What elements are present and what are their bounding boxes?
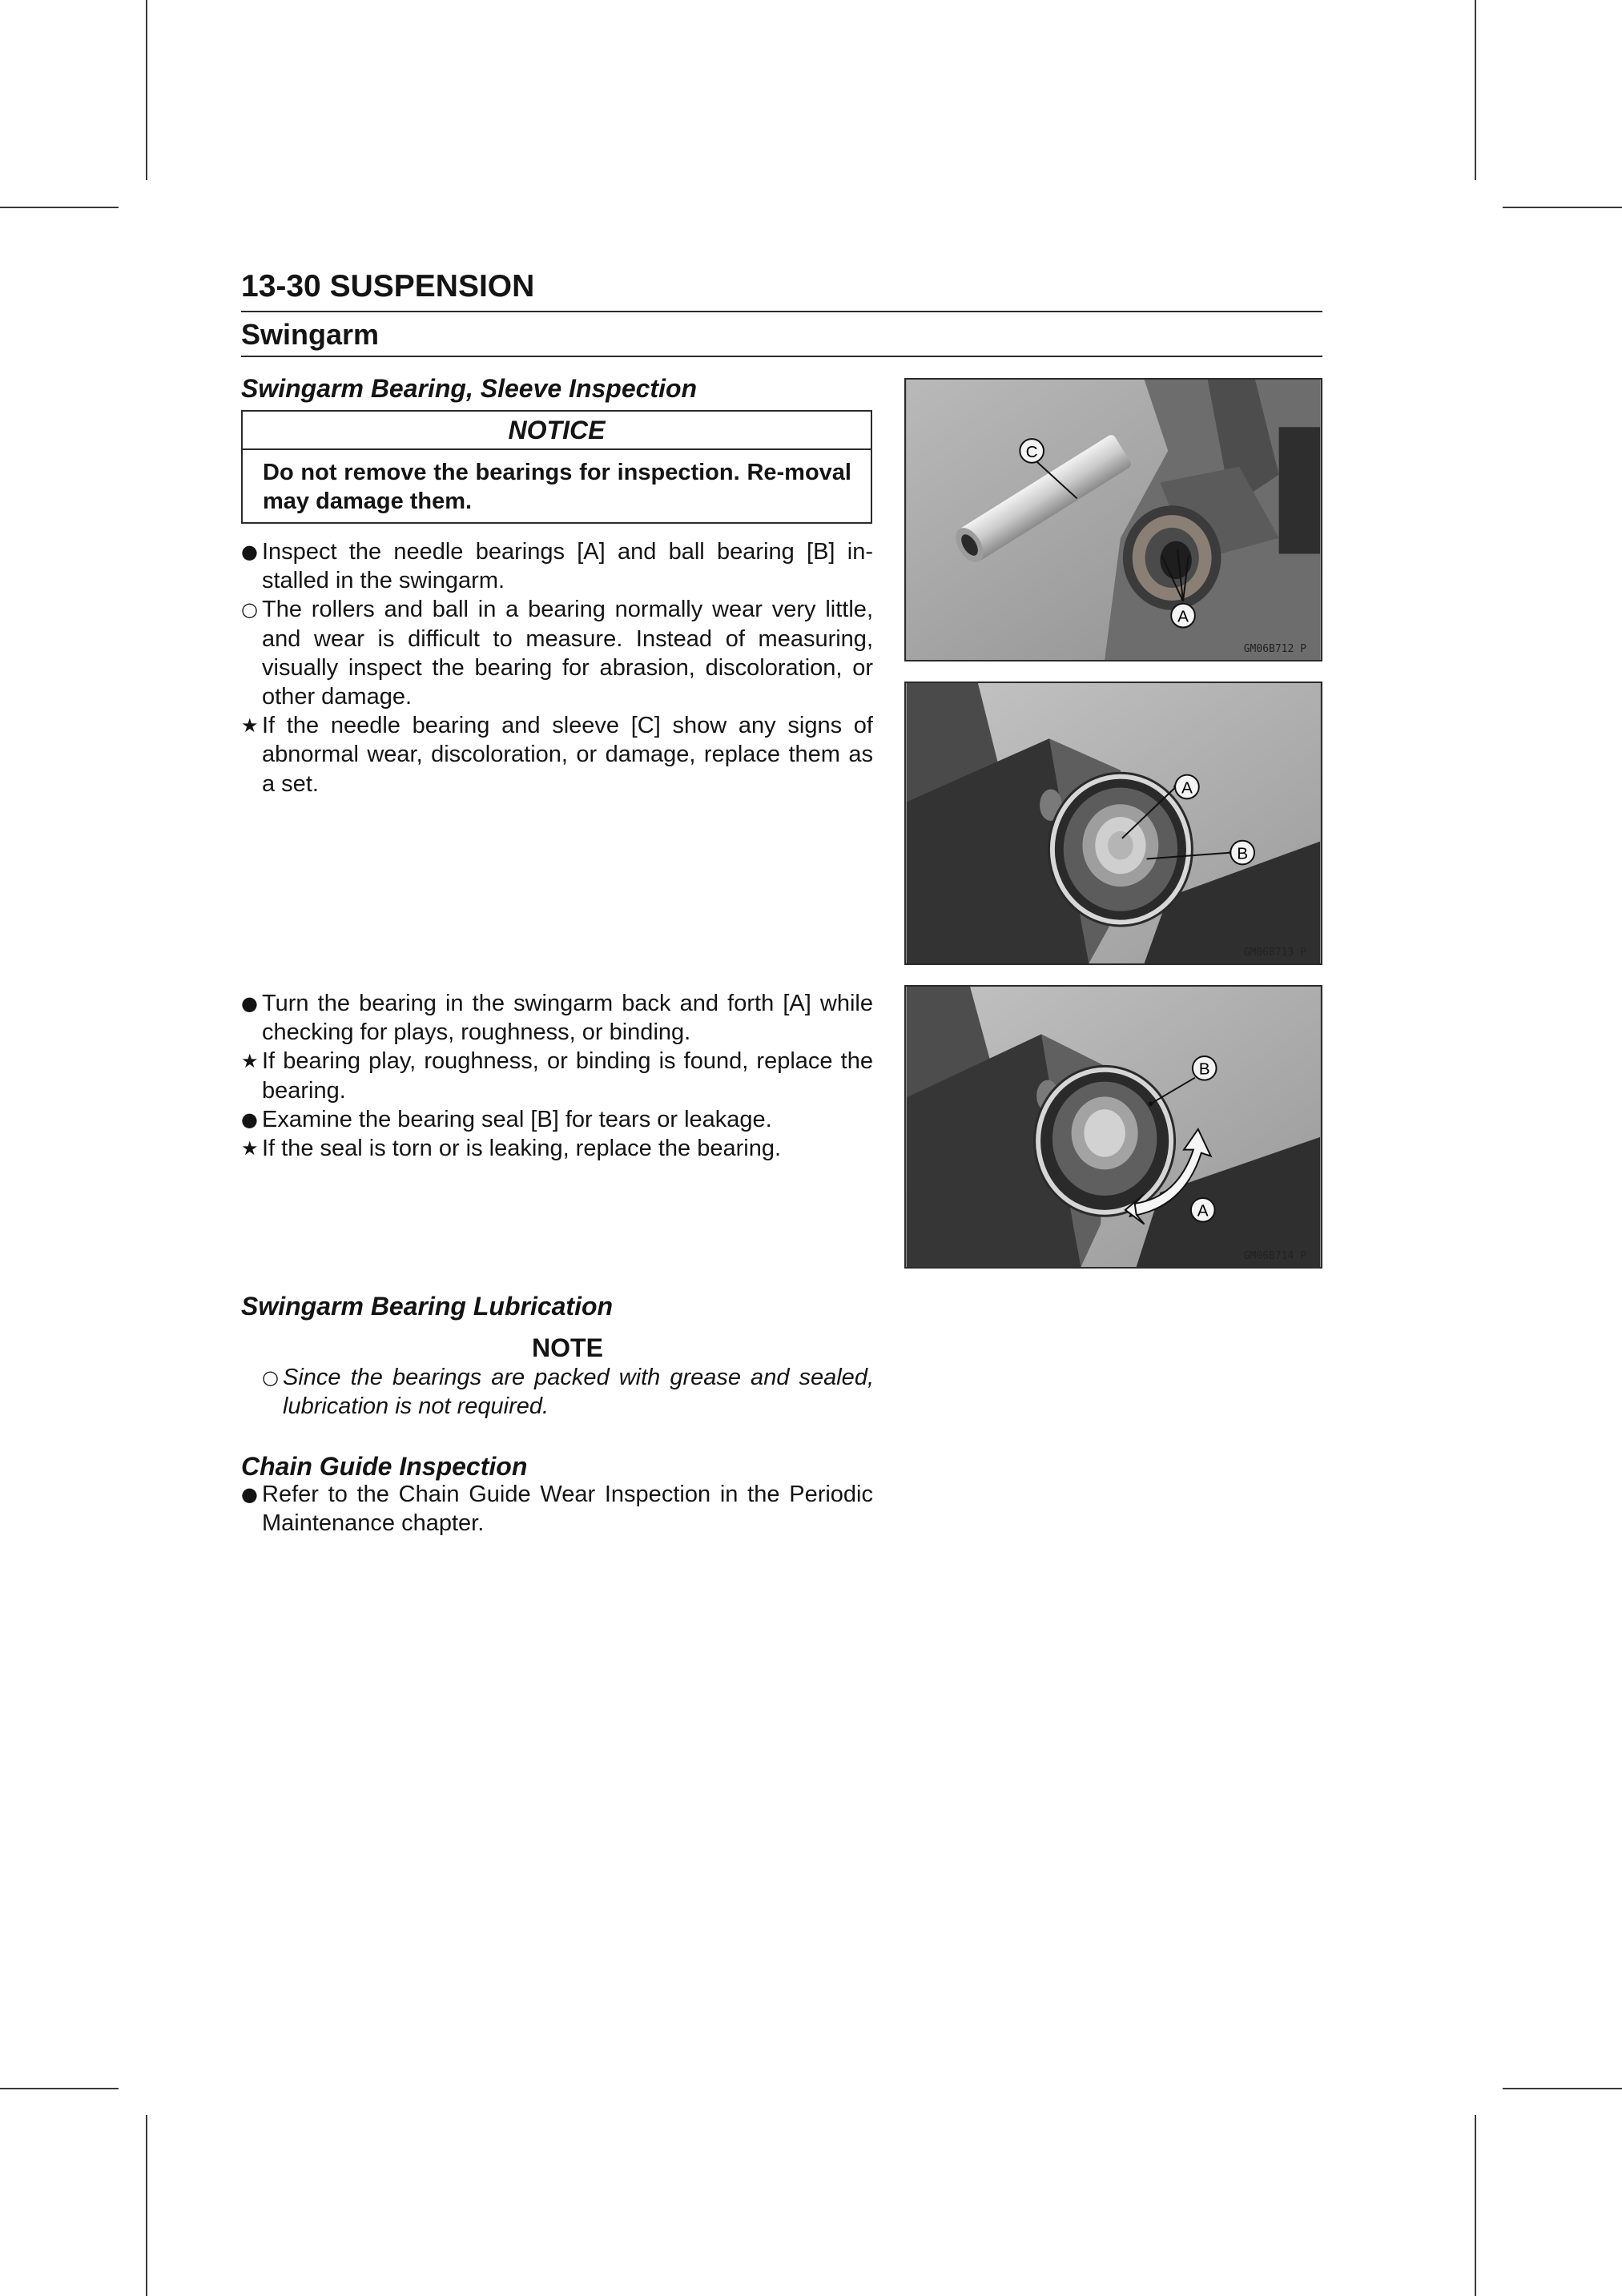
callout-b: B — [1198, 1060, 1210, 1079]
page-header — [241, 263, 1322, 357]
lubrication-title: Swingarm Bearing Lubrication — [241, 1292, 614, 1321]
list-item — [241, 711, 873, 798]
bearing-photo-graphic — [906, 683, 1321, 963]
chain-guide-steps — [241, 1480, 873, 1538]
step-text: Turn the bearing in the swingarm back and forth [A] while checking for plays, roughness, or binding. — [262, 991, 873, 1046]
list-item — [241, 595, 873, 711]
crop-mark — [1475, 2115, 1476, 2296]
section-title: Swingarm — [241, 318, 380, 351]
notice-box — [241, 410, 872, 524]
list-item — [241, 537, 873, 595]
list-item — [241, 1480, 873, 1538]
list-item — [241, 1105, 873, 1134]
step-text: Refer to the Chain Guide Wear Inspection in the Periodic Maintenance chapter. — [262, 1482, 873, 1537]
step-text: Examine the bearing seal [B] for tears or leakage. — [262, 1106, 772, 1132]
callout-a: A — [1177, 607, 1189, 626]
crop-mark — [146, 0, 147, 180]
note-text: Since the bearings are packed with grease and sealed, lubrication is not required. — [283, 1365, 874, 1420]
turning-photo-graphic — [906, 987, 1321, 1267]
inspection-title: Swingarm Bearing, Sleeve Inspection — [241, 374, 698, 403]
callout-a: A — [1197, 1201, 1209, 1220]
figure-turning-photo — [904, 985, 1322, 1269]
step-text: Inspect the needle bearings [A] and ball bearing [B] in-stalled in the swingarm. — [262, 539, 873, 594]
figure-code: GM06B714 P — [1243, 1250, 1306, 1262]
figure-code: GM06B713 P — [1243, 947, 1306, 959]
notice-label: NOTICE — [243, 412, 871, 450]
crop-mark — [1503, 207, 1622, 208]
figure-code: GM06B712 P — [1243, 643, 1306, 655]
crop-mark — [0, 2088, 119, 2089]
section-rule — [241, 356, 1322, 357]
chapter-title: 13-30 SUSPENSION — [241, 269, 535, 304]
star-marker: ★ — [241, 714, 259, 738]
note-marker: ○ — [262, 1366, 279, 1389]
crop-mark — [0, 207, 119, 208]
list-item — [262, 1363, 874, 1421]
step-text: If the seal is torn or is leaking, replace the bearing. — [262, 1136, 782, 1162]
callout-b: B — [1237, 844, 1249, 863]
bullet-marker: ● — [241, 992, 258, 1015]
step-text: If bearing play, roughness, or binding is found, replace the bearing. — [262, 1048, 873, 1104]
figure-bearing-photo — [904, 682, 1322, 965]
crop-mark — [1503, 2088, 1622, 2089]
notice-text: Do not remove the bearings for inspection. Re-moval may damage them. — [263, 460, 851, 514]
note-text-block — [262, 1363, 874, 1421]
header-rule — [241, 311, 1322, 312]
inspection-steps-b — [241, 989, 873, 1163]
list-item — [241, 1047, 873, 1104]
note-marker: ○ — [241, 598, 258, 621]
bullet-marker: ● — [241, 1108, 258, 1131]
step-text: If the needle bearing and sleeve [C] show any signs of abnormal wear, discoloration, or damage, replace them as a set. — [262, 713, 873, 797]
callout-a: A — [1181, 778, 1193, 798]
bullet-marker: ● — [241, 1483, 258, 1506]
star-marker: ★ — [241, 1137, 259, 1160]
star-marker: ★ — [241, 1050, 259, 1073]
figure-sleeve-photo — [904, 378, 1322, 661]
callout-c: C — [1025, 442, 1038, 461]
crop-mark — [1475, 0, 1476, 180]
list-item — [241, 989, 873, 1047]
bullet-marker: ● — [241, 541, 258, 563]
note-label: NOTE — [532, 1333, 603, 1362]
step-text: The rollers and ball in a bearing normally wear very little, and wear is difficult to measure. Instead of measuring, visually inspect the bearing for abrasion, discoloration, or other damage. — [262, 597, 873, 710]
list-item — [241, 1134, 873, 1163]
crop-mark — [146, 2115, 147, 2296]
inspection-steps-a — [241, 537, 873, 798]
chain-guide-title: Chain Guide Inspection — [241, 1452, 528, 1481]
sleeve-photo-graphic — [906, 380, 1321, 660]
